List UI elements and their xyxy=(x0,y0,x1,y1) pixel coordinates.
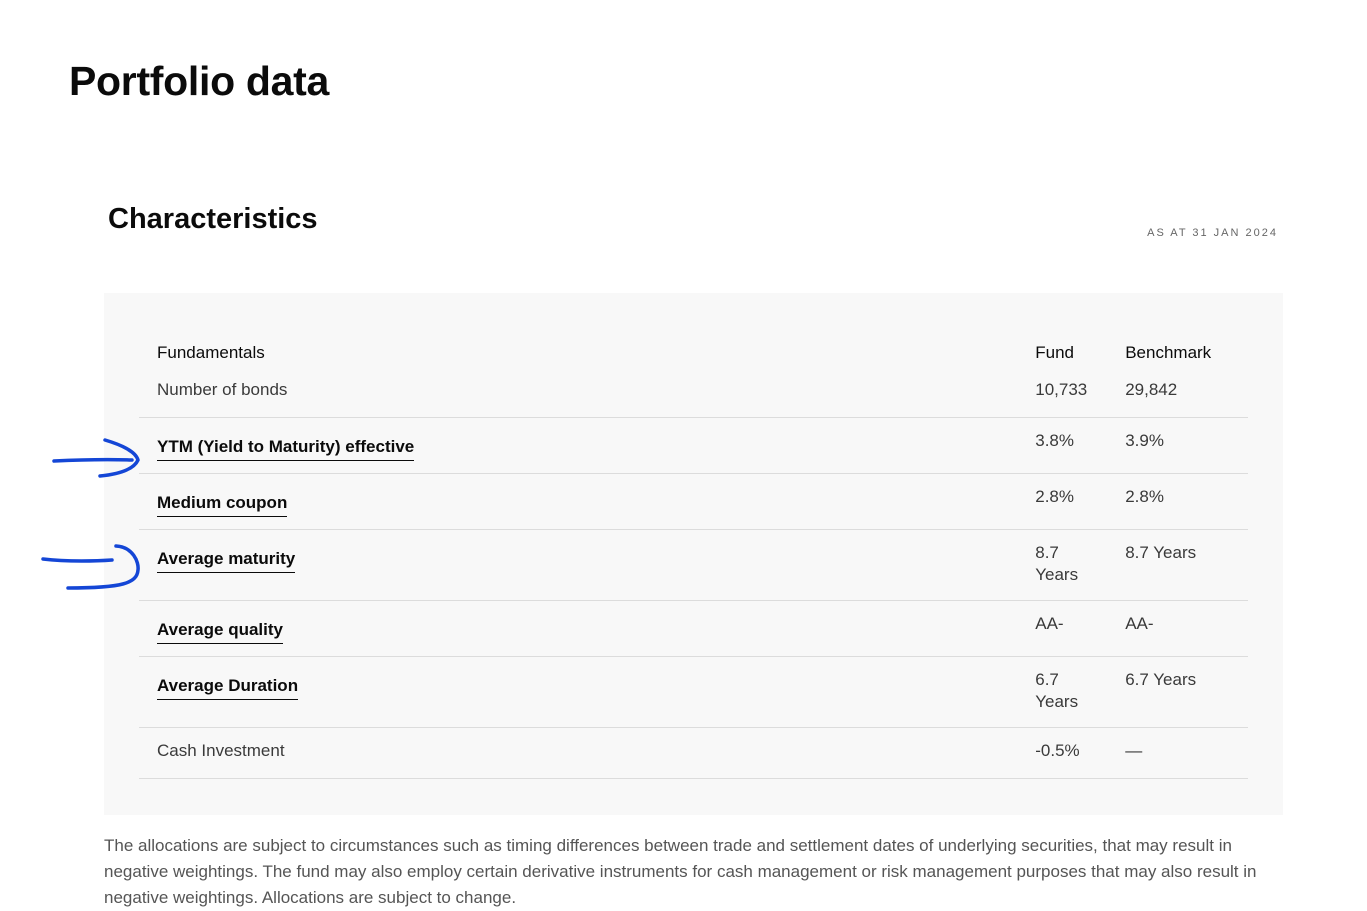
table-row xyxy=(139,657,1248,728)
arrow-annotation-icon xyxy=(50,436,145,480)
as-at-date: AS AT 31 JAN 2024 xyxy=(1147,227,1278,239)
characteristics-panel xyxy=(104,293,1283,815)
row-label xyxy=(139,530,1017,601)
fund-value: 10,733 xyxy=(1035,380,1088,399)
bracket-annotation-icon xyxy=(38,540,144,596)
average-duration-link[interactable]: Average Duration xyxy=(157,675,298,700)
arrow-shaft xyxy=(54,460,132,461)
fund-value: 6.7 Years xyxy=(1035,670,1079,711)
average-maturity-link[interactable]: Average maturity xyxy=(157,548,295,573)
average-quality-link[interactable]: Average quality xyxy=(157,619,283,644)
fundamentals-table xyxy=(139,329,1248,779)
row-label xyxy=(139,601,1017,657)
medium-coupon-link[interactable]: Medium coupon xyxy=(157,492,287,517)
row-label xyxy=(139,474,1017,530)
benchmark-value: 2.8% xyxy=(1125,487,1164,506)
table-row xyxy=(139,601,1248,657)
table-row xyxy=(139,377,1248,418)
fund-value: 8.7 Years xyxy=(1035,543,1079,584)
fund-value: 2.8% xyxy=(1035,487,1074,506)
header-benchmark: Benchmark xyxy=(1125,343,1212,362)
benchmark-value: 6.7 Years xyxy=(1125,670,1197,689)
row-label xyxy=(139,728,1017,779)
row-label xyxy=(139,657,1017,728)
row-label xyxy=(139,377,1017,418)
benchmark-value: AA- xyxy=(1125,614,1154,633)
section-title: Characteristics xyxy=(108,203,318,235)
ytm-link[interactable]: YTM (Yield to Maturity) effective xyxy=(157,436,414,461)
row-label xyxy=(139,418,1017,474)
bracket-line xyxy=(43,559,112,561)
table-row xyxy=(139,418,1248,474)
page-title: Portfolio data xyxy=(69,58,330,104)
row-label-text: Number of bonds xyxy=(157,380,288,399)
header-fund: Fund xyxy=(1035,343,1074,362)
fund-value: AA- xyxy=(1035,614,1064,633)
table-row xyxy=(139,474,1248,530)
table-header-row xyxy=(139,329,1248,377)
benchmark-value: — xyxy=(1125,741,1143,760)
header-fundamentals: Fundamentals xyxy=(157,343,265,362)
row-label-text: Cash Investment xyxy=(157,741,285,760)
benchmark-value: 3.9% xyxy=(1125,431,1164,450)
table-row xyxy=(139,728,1248,779)
allocations-footnote: The allocations are subject to circumstances such as timing differences between trade and settlement dates of underlying securities, that may result in negative weightings. The fund may also employ certain derivative instruments for cash management or risk management purposes that may also result in negative weightings. Allocations are subject to change. xyxy=(104,836,1257,907)
bracket-curve xyxy=(68,546,138,588)
table-row xyxy=(139,530,1248,601)
benchmark-value: 8.7 Years xyxy=(1125,543,1197,562)
benchmark-value: 29,842 xyxy=(1125,380,1178,399)
fund-value: 3.8% xyxy=(1035,431,1074,450)
fund-value: -0.5% xyxy=(1035,741,1080,760)
